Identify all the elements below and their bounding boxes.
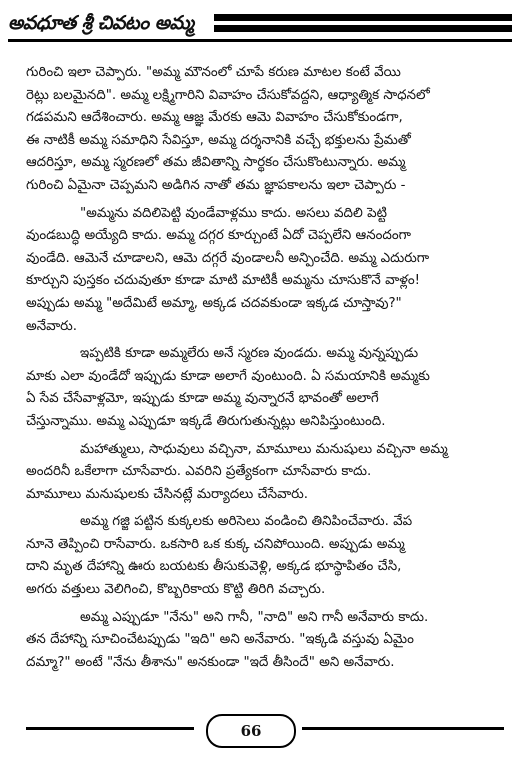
text-line: అమ్మ గజ్జి పట్టిన కుక్కలకు అరిసెలు వండించి తినిపించేవారు. వేప <box>80 514 413 530</box>
text-line: దాని మృత దేహాన్ని ఊరు బయటకు తీసుకువెళ్లి, అక్కడ భూస్థాపితం చేసి, <box>26 559 402 575</box>
text-line: చేస్తున్నాము. అమ్మ ఎప్పుడూ ఇక్కడే తిరుగుతున్నట్లు అనిపిస్తుంటుంది. <box>26 413 386 429</box>
page-number: 66 <box>206 714 296 748</box>
text-line: వుండబుద్ధి అయ్యేది కాదు. అమ్మ దగ్గర కూర్చుంటే ఏదో చెప్పలేని ఆనందంగా <box>26 228 411 244</box>
text-line: గురించి ఏమైనా చెప్పమని అడిగిన నాతో తమ జ్ఞాపకాలను ఇలా చెప్పారు - <box>26 177 406 193</box>
text-line: ఆదరిస్తూ, అమ్మ స్మరణలో తమ జీవితాన్ని సార్థకం చేసుకొంటున్నారు. అమ్మ <box>26 155 406 171</box>
text-line: ఈ నాటికీ అమ్మ సమాధిని సేవిస్తూ, అమ్మ దర్శనానికి వచ్చే భక్తులను ప్రేమతో <box>26 132 411 148</box>
text-line: అగరు వత్తులు వెలిగించి, కొబ్బరికాయ కొట్టి తిరిగి వచ్చారు. <box>26 582 326 598</box>
text-line: గడపమని ఆదేశించారు. అమ్మ ఆజ్ఞ మేరకు ఆమె వివాహం చేసుకోకుండగా, <box>26 110 403 126</box>
text-line: తన దేహాన్ని సూచించేటప్పుడు "ఇది" అని అనేవారు. "ఇక్కడి వస్తువు ఏమైం <box>26 632 414 648</box>
paragraph <box>26 62 504 198</box>
text-line: గురించి ఇలా చెప్పారు. "అమ్మ మౌనంలో చూపే కరుణ మాటల కంటే వేయి <box>26 65 401 80</box>
text-line: మహాత్ములు, సాధువులు వచ్చినా, మామూలు మనుషులు వచ్చినా అమ్మ <box>80 441 448 457</box>
paragraph <box>26 511 504 601</box>
text-line: వుండేది. ఆమెనే చూడాలని, ఆమె దగ్గరే వుండాలనీ అన్పించేది. అమ్మ ఎదురుగా <box>26 250 430 266</box>
paragraph <box>26 343 504 433</box>
text-line: అందరినీ ఒకేలాగా చూసేవారు. ఎవరిని ప్రత్యేకంగా చూసేవారు కాదు. <box>26 464 372 480</box>
footer-rule-right <box>302 727 504 730</box>
text-line: అమ్మ ఎప్పుడూ "నేను" అని గానీ, "నాది" అని గానీ అనేవారు కాదు. <box>80 609 429 625</box>
paragraph <box>26 607 504 675</box>
running-header <box>8 8 512 38</box>
header-title: అవధూత శ్రీ చివటం అమ్మ <box>8 12 194 34</box>
text-line: అనేవారు. <box>26 318 77 334</box>
text-line: మామూలు మనుషులకు చేసినట్లే మర్యాదలు చేసేవారు. <box>26 486 308 502</box>
text-line: కూర్చుని పుస్తకం చదువుతూ కూడా మాటి మాటికీ అమ్మను చూసుకొనే వాళ్లం! <box>26 273 421 289</box>
text-line: నూనె తెప్పించి రాసేవారు. ఒకసారి ఒక కుక్క చనిపోయింది. అప్పుడు అమ్మ <box>26 536 405 552</box>
text-line: రెట్లు బలమైనది". అమ్మ లక్ష్మిగారిని వివాహం చేసుకోవద్దని, ఆధ్యాత్మిక సాధనలో <box>26 87 430 103</box>
text-line: ఇప్పటికి కూడా అమ్మలేరు అనే స్మరణ వుండదు. అమ్మ వున్నప్పుడు <box>80 346 419 362</box>
header-decorative-rule <box>214 14 512 32</box>
body-text <box>26 62 504 674</box>
text-line: అప్పుడు అమ్మ "అదేమిటే అమ్మా, అక్కడ చదవకుండా ఇక్కడ చూస్తావు?" <box>26 295 402 311</box>
paragraph <box>26 439 504 507</box>
text-line: ఏ సేవ చేసేవాళ్లమో, ఇప్పుడు కూడా అమ్మ వున్నారనే భావంతో అలాగే <box>26 391 379 407</box>
header-underline <box>8 39 512 42</box>
paragraph <box>26 203 504 339</box>
text-line: "అమ్మను వదిలిపెట్టి వుండేవాళ్లము కాదు. అసలు వదిలి పెట్టి <box>80 205 387 221</box>
text-line: దమ్మా?" అంటే "నేను తీశాను" అనకుండా "ఇదే తీసిందే" అని అనేవారు. <box>26 654 395 670</box>
footer-rule-left <box>26 727 194 730</box>
text-line: మాకు ఎలా వుండేదో ఇప్పుడు కూడా అలాగే వుంటుంది. ఏ సమయానికి అమ్మకు <box>26 368 430 384</box>
